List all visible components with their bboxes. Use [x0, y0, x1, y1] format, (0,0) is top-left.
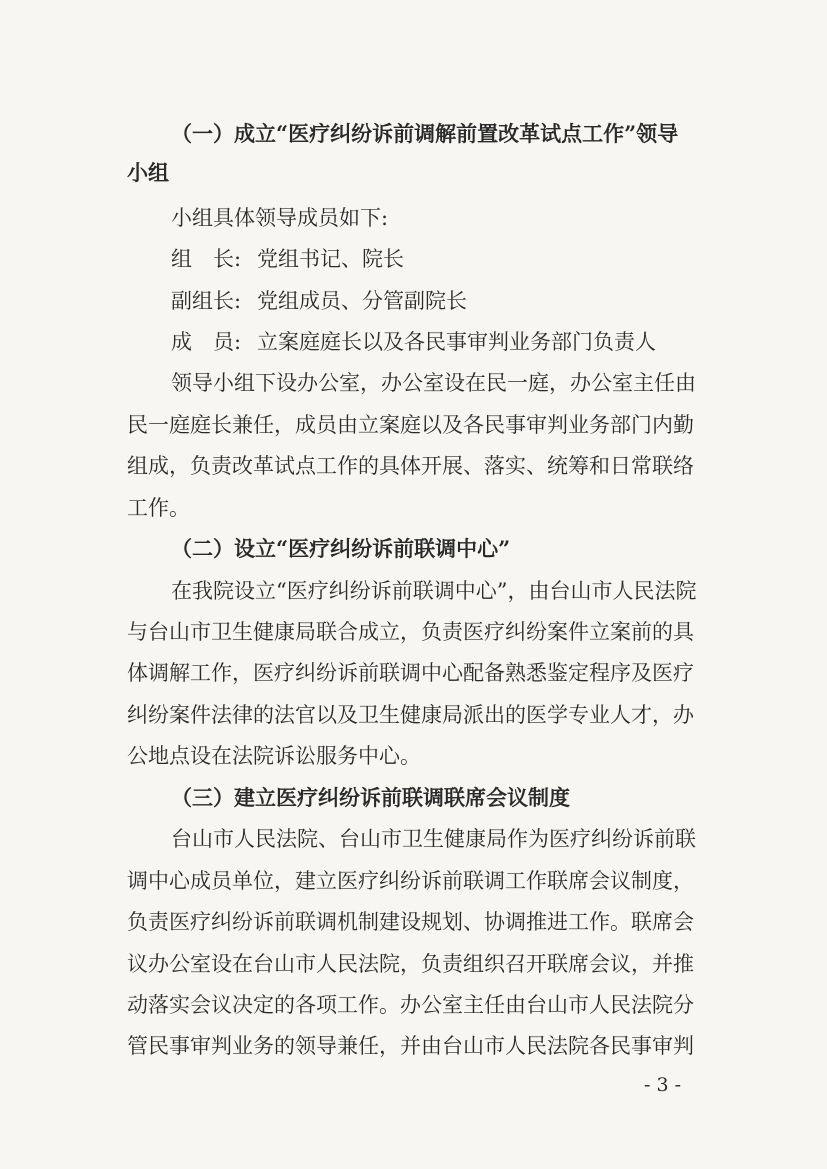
section1-intro: 小组具体领导成员如下: — [171, 206, 389, 230]
section2-para-line: 体调解工作，医疗纠纷诉前联调中心配备熟悉鉴定程序及医疗 — [127, 661, 694, 685]
section1-para-line: 民一庭庭长兼任，成员由立案庭以及各民事审判业务部门内勤 — [127, 413, 694, 437]
section2-para-line: 纠纷案件法律的法官以及卫生健康局派出的医学专业人才，办 — [127, 703, 694, 727]
section2-para-line: 在我院设立“医疗纠纷诉前联调中心”，由台山市人民法院 — [171, 579, 697, 603]
section1-para-line: 工作。 — [127, 496, 190, 520]
section1-heading-line2: 小组 — [127, 160, 169, 185]
section1-para-line: 组成，负责改革试点工作的具体开展、落实、统筹和日常联络 — [127, 454, 694, 478]
section2-para-line: 公地点设在法院诉讼服务中心。 — [127, 744, 421, 768]
section3-para-line: 议办公室设在台山市人民法院，负责组织召开联席会议，并推 — [127, 952, 694, 976]
section3-para-line: 调中心成员单位，建立医疗纠纷诉前联调工作联席会议制度， — [127, 869, 694, 893]
role-row-members — [171, 327, 656, 357]
section1-heading-line1: （一）成立“医疗纠纷诉前调解前置改革试点工作”领导 — [171, 121, 679, 146]
role-label: 成 员: — [171, 330, 242, 354]
role-value: 党组成员、分管副院长 — [257, 289, 467, 313]
section3-heading: （三）建立医疗纠纷诉前联调联席会议制度 — [171, 785, 570, 810]
role-label: 副组长: — [171, 289, 242, 313]
section1-para-line: 领导小组下设办公室，办公室设在民一庭，办公室主任由 — [171, 371, 696, 395]
role-value: 党组书记、院长 — [257, 247, 404, 271]
section3-para-line: 负责医疗纠纷诉前联调机制建设规划、协调推进工作。联席会 — [127, 910, 694, 934]
page-number: - 3 - — [644, 1074, 682, 1096]
role-label: 组 长: — [171, 247, 242, 271]
role-row-deputy — [171, 286, 467, 316]
section2-heading: （二）设立“医疗纠纷诉前联调中心” — [171, 536, 511, 561]
role-value: 立案庭庭长以及各民事审判业务部门负责人 — [257, 330, 656, 354]
section3-para-line: 台山市人民法院、台山市卫生健康局作为医疗纠纷诉前联 — [171, 827, 696, 851]
section2-para-line: 与台山市卫生健康局联合成立，负责医疗纠纷案件立案前的具 — [127, 620, 694, 644]
section3-para-line: 管民事审判业务的领导兼任，并由台山市人民法院各民事审判 — [127, 1034, 694, 1058]
section3-para-line: 动落实会议决定的各项工作。办公室主任由台山市人民法院分 — [127, 993, 694, 1017]
role-row-leader — [171, 244, 404, 274]
